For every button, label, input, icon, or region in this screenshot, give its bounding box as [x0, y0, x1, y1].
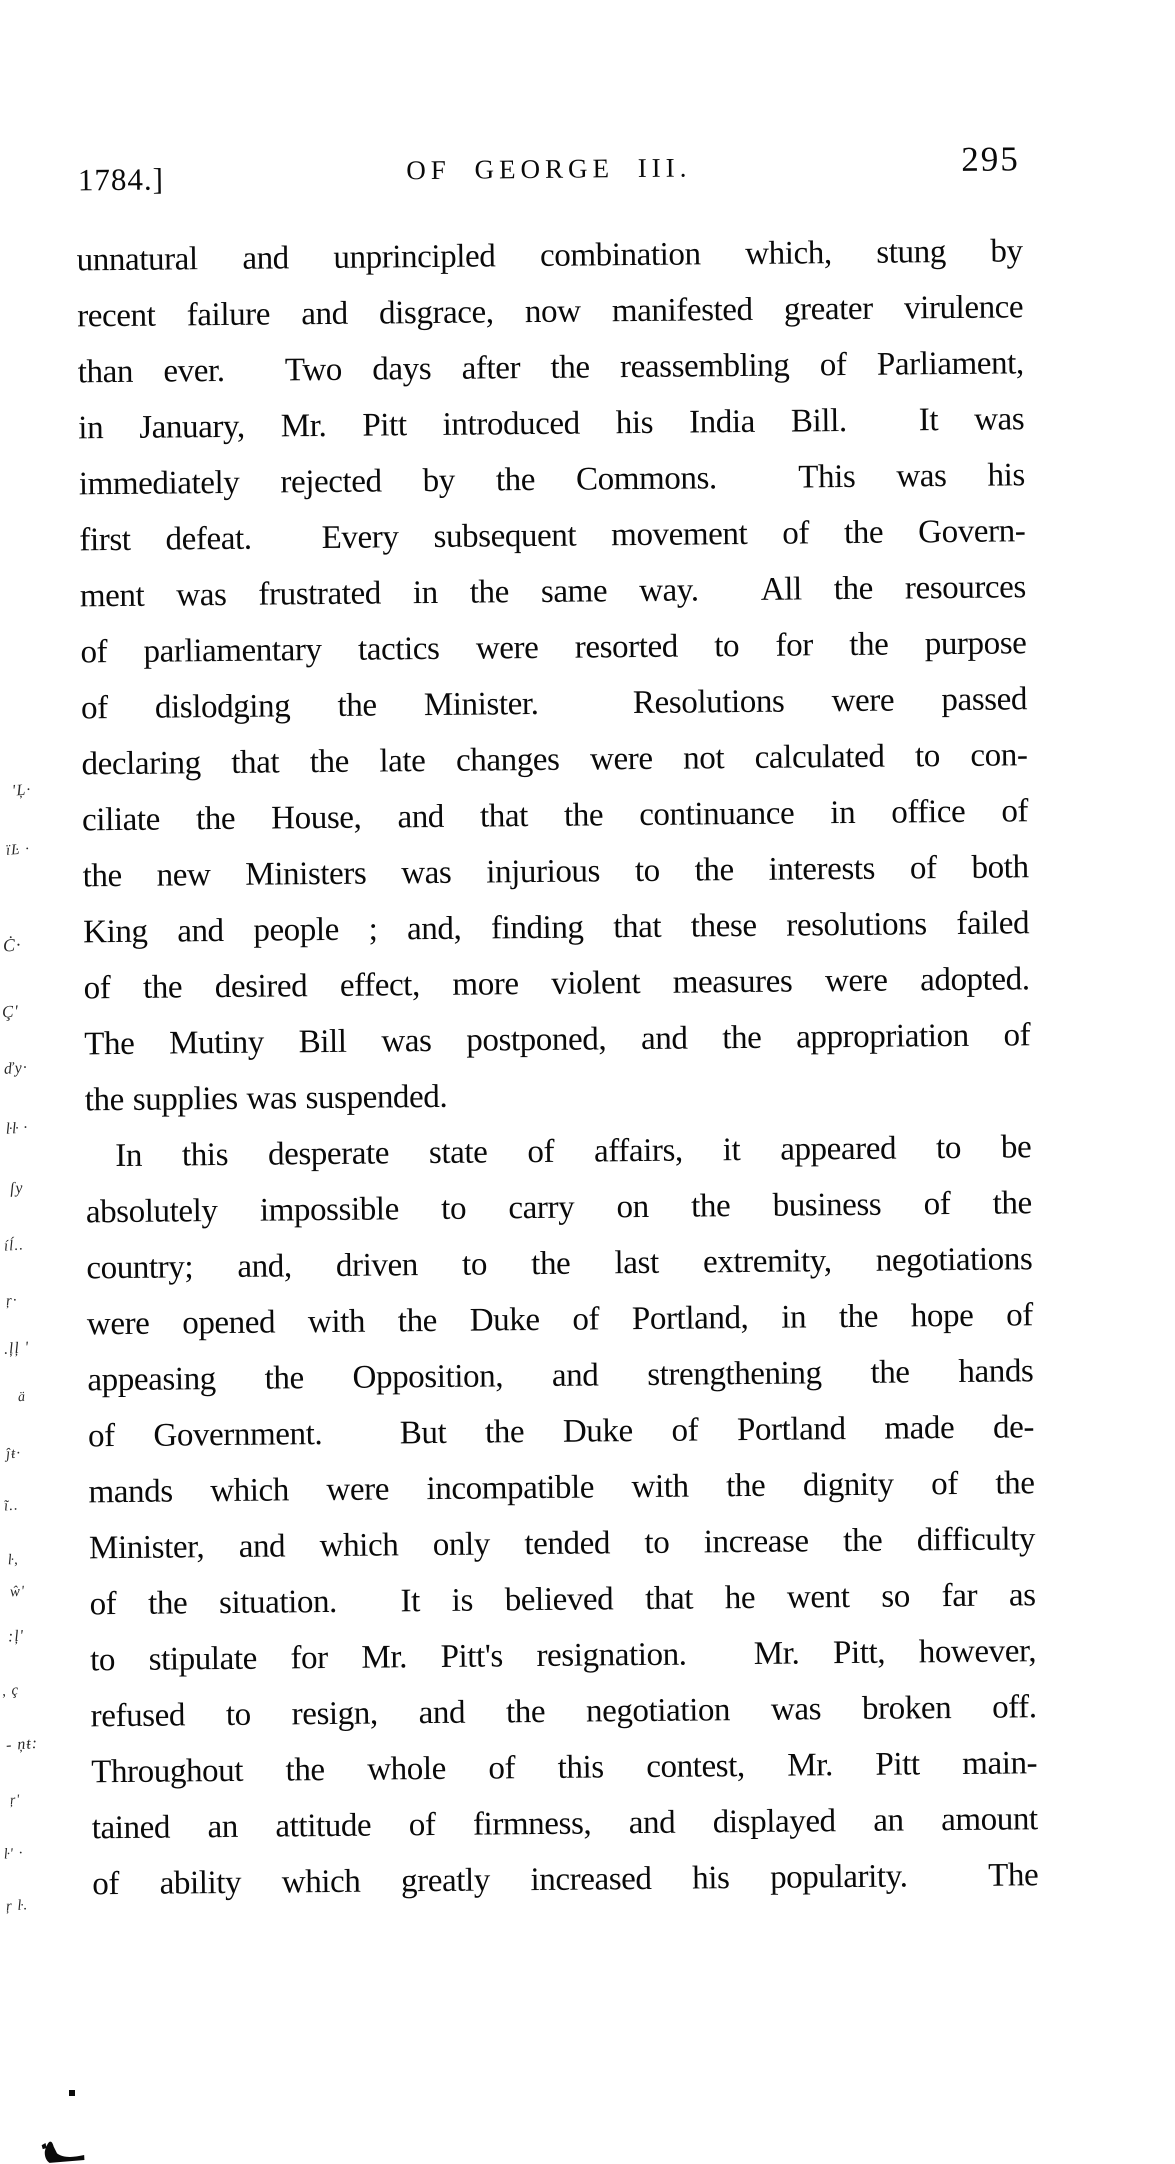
ink-margin-mark: ŗ ŀ.	[5, 1897, 29, 1915]
ink-margin-mark: :ļ'	[7, 1627, 25, 1646]
text-line: absolutely impossible to carry on the business of the	[85, 1185, 1032, 1231]
ink-margin-mark: ŗ·	[5, 1292, 19, 1310]
ink-margin-mark: ŵ'	[9, 1583, 26, 1601]
text-line: refused to resign, and the negotiation was broken off.	[90, 1689, 1037, 1735]
text-line: unnatural and unprincipled combination which, stung by	[76, 233, 1023, 279]
ink-margin-mark: ŀ' ·	[3, 1845, 25, 1863]
text-line: of the desired effect, more violent measures were adopted.	[83, 961, 1030, 1007]
ink-margin-mark: .ļļ '	[3, 1339, 30, 1358]
ink-margin-mark: - ņŧ:	[5, 1734, 39, 1755]
ink-margin-mark: ĩ..	[3, 1497, 20, 1515]
text-line: of the situation. It is believed that he went so far as	[89, 1577, 1036, 1623]
text-line: to stipulate for Mr. Pitt's resignation. Mr. Pitt, however,	[89, 1633, 1037, 1679]
text-line: in January, Mr. Pitt introduced his India Bill. It was	[78, 401, 1025, 447]
page-content	[76, 137, 1039, 1912]
text-line: appeasing the Opposition, and strengthening the hands	[87, 1353, 1034, 1399]
ink-margin-mark: ïĿ ·	[5, 841, 31, 859]
running-title: OF GEORGE III.	[406, 152, 692, 186]
text-line: Minister, and which only tended to increase the difficulty	[88, 1521, 1036, 1567]
text-line: The Mutiny Bill was postponed, and the appropriation of	[84, 1017, 1031, 1063]
text-line: the new Ministers was injurious to the interests of both	[82, 849, 1029, 895]
ink-smudge-corner	[41, 2135, 89, 2164]
text-line: Throughout the whole of this contest, Mr. Pitt main-	[91, 1745, 1038, 1791]
text-line: than ever. Two days after the reassembling of Parliament,	[77, 345, 1024, 391]
ink-margin-mark: íĺ..	[3, 1237, 25, 1255]
text-line: mands which were incompatible with the dignity of the	[88, 1465, 1035, 1511]
text-line: of Government. But the Duke of Portland made de-	[87, 1409, 1035, 1455]
ink-dot	[69, 2090, 75, 2096]
ink-margin-mark: ſy	[9, 1179, 25, 1198]
ink-margin-mark: Ċ·	[2, 934, 23, 956]
text-block	[76, 223, 1038, 1912]
ink-margin-mark: ĵŧ·	[5, 1445, 22, 1463]
text-line: first defeat. Every subsequent movement of the Govern-	[79, 513, 1026, 559]
text-line: recent failure and disgrace, now manifested greater virulence	[77, 289, 1024, 335]
ink-margin-mark: ďy·	[3, 1059, 29, 1078]
text-line: declaring that the late changes were not calculated to con-	[81, 737, 1028, 783]
text-line: ment was frustrated in the same way. All the resources	[79, 569, 1027, 615]
text-line: ciliate the House, and that the continuance in office of	[81, 793, 1029, 839]
page-year-label: 1784.]	[77, 161, 165, 198]
ink-margin-mark: ä	[17, 1389, 27, 1406]
text-line: tained an attitude of firmness, and displayed an amount	[91, 1801, 1038, 1847]
text-line: country; and, driven to the last extremity, negotiations	[86, 1241, 1033, 1287]
text-line: were opened with the Duke of Portland, in the hope of	[86, 1297, 1034, 1343]
ink-margin-mark: 'Ļ·	[11, 781, 32, 800]
ink-margin-mark: ŗ'	[9, 1792, 21, 1809]
text-line: the supplies was suspended.	[84, 1078, 448, 1119]
ink-margin-mark: , ç	[1, 1682, 20, 1700]
ink-margin-mark: ŀŀ ·	[5, 1119, 29, 1138]
text-line: immediately rejected by the Commons. This was his	[78, 457, 1025, 503]
text-line: In this desperate state of affairs, it appeared to be	[115, 1129, 1032, 1175]
text-line: of parliamentary tactics were resorted to for the purpose	[80, 625, 1027, 671]
page-header	[76, 137, 1023, 232]
text-line: King and people ; and, finding that these resolutions failed	[82, 905, 1030, 951]
text-line: of ability which greatly increased his popularity. The	[92, 1857, 1039, 1903]
ink-margin-mark: ŀ,	[7, 1551, 20, 1569]
ink-margin-mark: Ç'	[1, 1001, 20, 1022]
text-line: of dislodging the Minister. Resolutions were passed	[80, 681, 1028, 727]
page-number: 295	[961, 139, 1020, 179]
